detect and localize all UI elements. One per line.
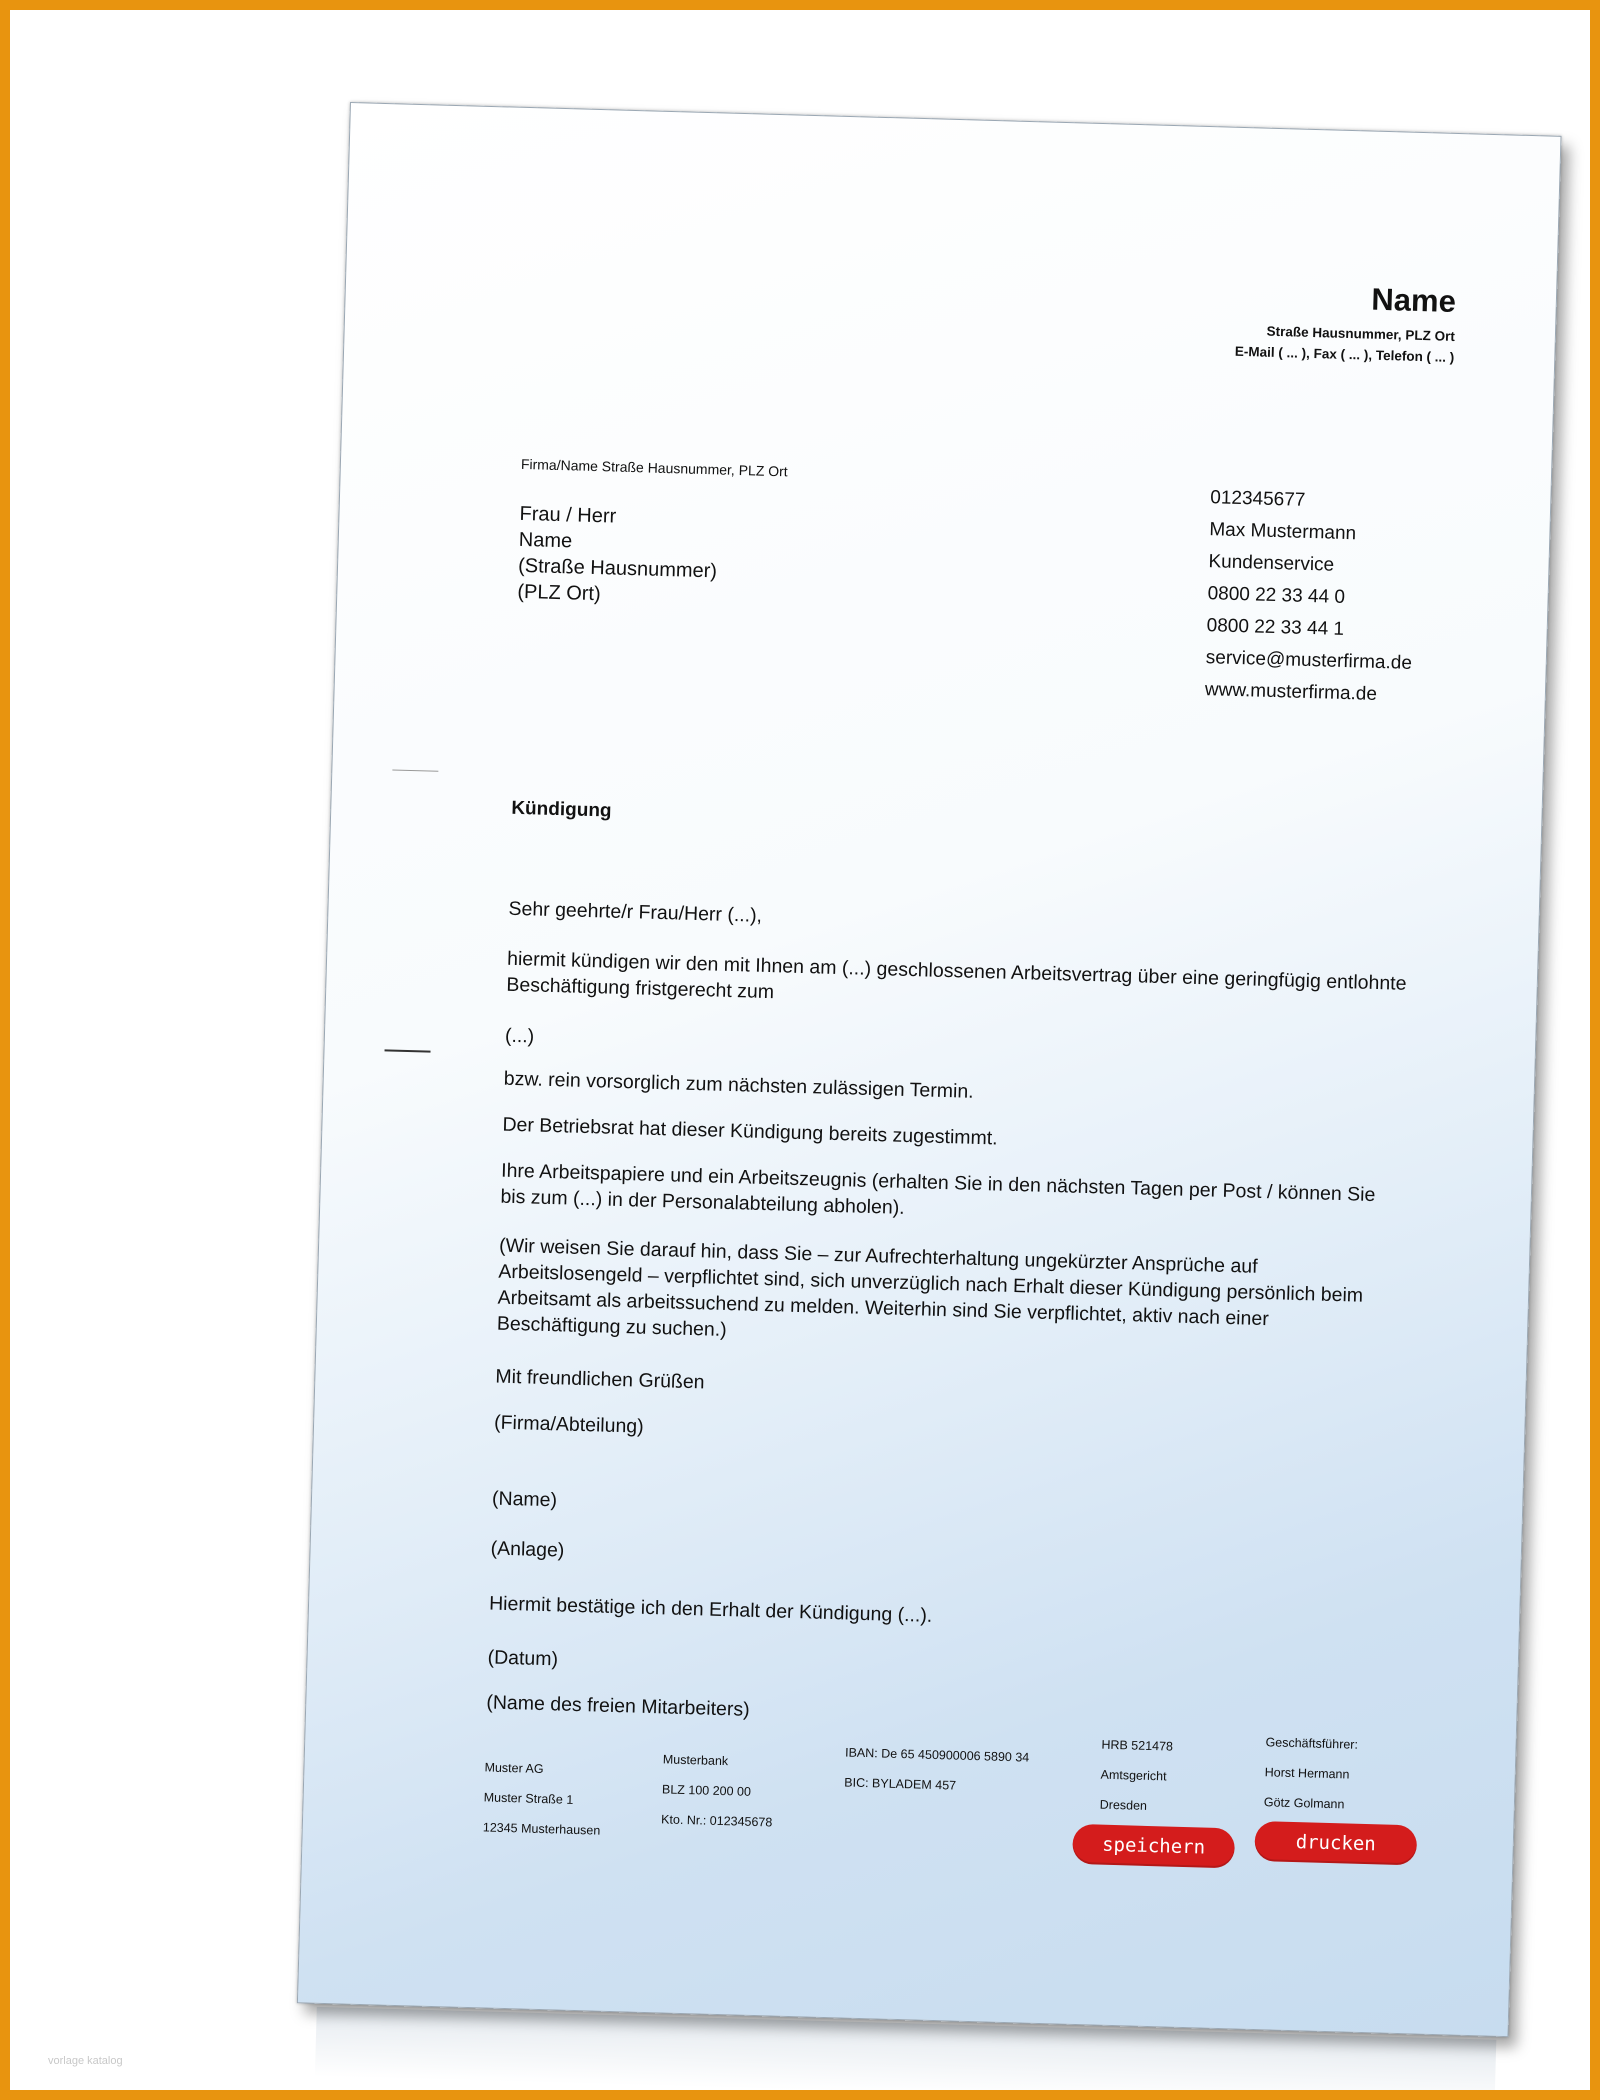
letter-closing: Mit freundlichen Grüßen [495, 1365, 705, 1394]
document-preview [297, 102, 1560, 2035]
footer-management [1263, 1727, 1358, 1820]
letter-paragraph-4: Der Betriebsrat hat dieser Kündigung bereits zugestimmt. [502, 1113, 998, 1150]
letter-paragraph-5: Ihre Arbeitspapiere und ein Arbeitszeugnis (erhalten Sie in den nächsten Tagen per Post / können Sie bis zum (...) in der Personalabteilung abholen). [500, 1159, 1376, 1219]
info-phone: 0800 22 33 44 0 [1207, 583, 1346, 608]
footer-manager-2: Götz Golmann [1263, 1795, 1345, 1812]
footer-bank [661, 1744, 775, 1837]
letter-paragraph-3: bzw. rein vorsorglich zum nächsten zulässigen Termin. [503, 1067, 974, 1103]
sender-line: Firma/Name Straße Hausnummer, PLZ Ort [520, 455, 788, 480]
fold-mark-top [392, 769, 438, 771]
letter-date: (Datum) [487, 1646, 559, 1671]
footer-company [482, 1752, 602, 1845]
footer-bic: BIC: BYLADEM 457 [844, 1775, 957, 1793]
footer-register [1099, 1730, 1173, 1822]
footer-bank-blz: BLZ 100 200 00 [661, 1782, 752, 1799]
letterhead-address: Straße Hausnummer, PLZ Ort [1266, 323, 1456, 344]
print-button[interactable]: drucken [1254, 1821, 1417, 1866]
info-email: service@musterfirma.de [1205, 647, 1413, 674]
info-department: Kundenservice [1208, 551, 1335, 576]
info-contact-person: Max Mustermann [1209, 519, 1357, 545]
letterhead-name: Name [1370, 281, 1457, 319]
footer-company-street: Muster Straße 1 [483, 1790, 574, 1807]
footer-iban [844, 1737, 1030, 1802]
recipient-name: Name [518, 528, 573, 553]
footer-company-name: Muster AG [484, 1760, 544, 1777]
letter-paragraph-1: hiermit kündigen wir den mit Ihnen am (...) geschlossenen Arbeitsvertrag über eine geringfügig entlohnte Beschäftigung fristgerecht zum [506, 947, 1407, 1004]
footer-manager-1: Horst Hermann [1264, 1765, 1350, 1782]
info-number: 012345677 [1209, 487, 1306, 511]
footer-iban-number: IBAN: De 65 450900006 5890 34 [844, 1745, 1030, 1765]
letter-subject: Kündigung [511, 797, 612, 822]
letter-company: (Firma/Abteilung) [493, 1411, 644, 1438]
letter-attachment: (Anlage) [490, 1537, 565, 1562]
footer-court-city: Dresden [1099, 1797, 1148, 1813]
watermark-text: vorlage katalog [48, 2055, 123, 2067]
letterhead-contact: E-Mail ( ... ), Fax ( ... ), Telefon ( ... ) [1234, 343, 1455, 365]
save-button[interactable]: speichern [1072, 1824, 1235, 1869]
fold-mark-middle [385, 1049, 431, 1052]
letter-greeting: Sehr geehrte/r Frau/Herr (...), [508, 897, 763, 927]
letter-paragraph-6: (Wir weisen Sie darauf hin, dass Sie – zur Aufrechterhaltung ungekürzter Ansprüche auf Arbeitslosengeld – verpflichtet sind, sich unverzüglich nach Erhalt dieser Kündigung persönlich beim Arbeitsamt als arbeitssuchend zu melden. Weiterhin sind Sie verpflichtet, aktiv nach einer Beschäftigung zu suchen.) [496, 1234, 1364, 1341]
footer-bank-name: Musterbank [662, 1752, 729, 1769]
footer-court: Amtsgericht [1100, 1767, 1167, 1784]
recipient-salutation: Frau / Herr [519, 502, 617, 528]
recipient-street: (Straße Hausnummer) [517, 554, 718, 583]
letter-confirmation: Hiermit bestätige ich den Erhalt der Kündigung (...). [488, 1592, 933, 1627]
footer-company-city: 12345 Musterhausen [482, 1820, 601, 1838]
info-web: www.musterfirma.de [1204, 679, 1378, 705]
letter-paragraph-2: (...) [504, 1024, 535, 1048]
recipient-city: (PLZ Ort) [517, 580, 602, 606]
letter-employee: (Name des freien Mitarbeiters) [486, 1691, 750, 1721]
info-fax: 0800 22 33 44 1 [1206, 615, 1345, 640]
letter-signer: (Name) [491, 1487, 558, 1512]
letter-page [297, 102, 1562, 2037]
footer-hrb: HRB 521478 [1101, 1737, 1174, 1754]
footer-bank-account: Kto. Nr.: 012345678 [660, 1812, 773, 1830]
footer-management-label: Geschäftsführer: [1265, 1735, 1359, 1752]
